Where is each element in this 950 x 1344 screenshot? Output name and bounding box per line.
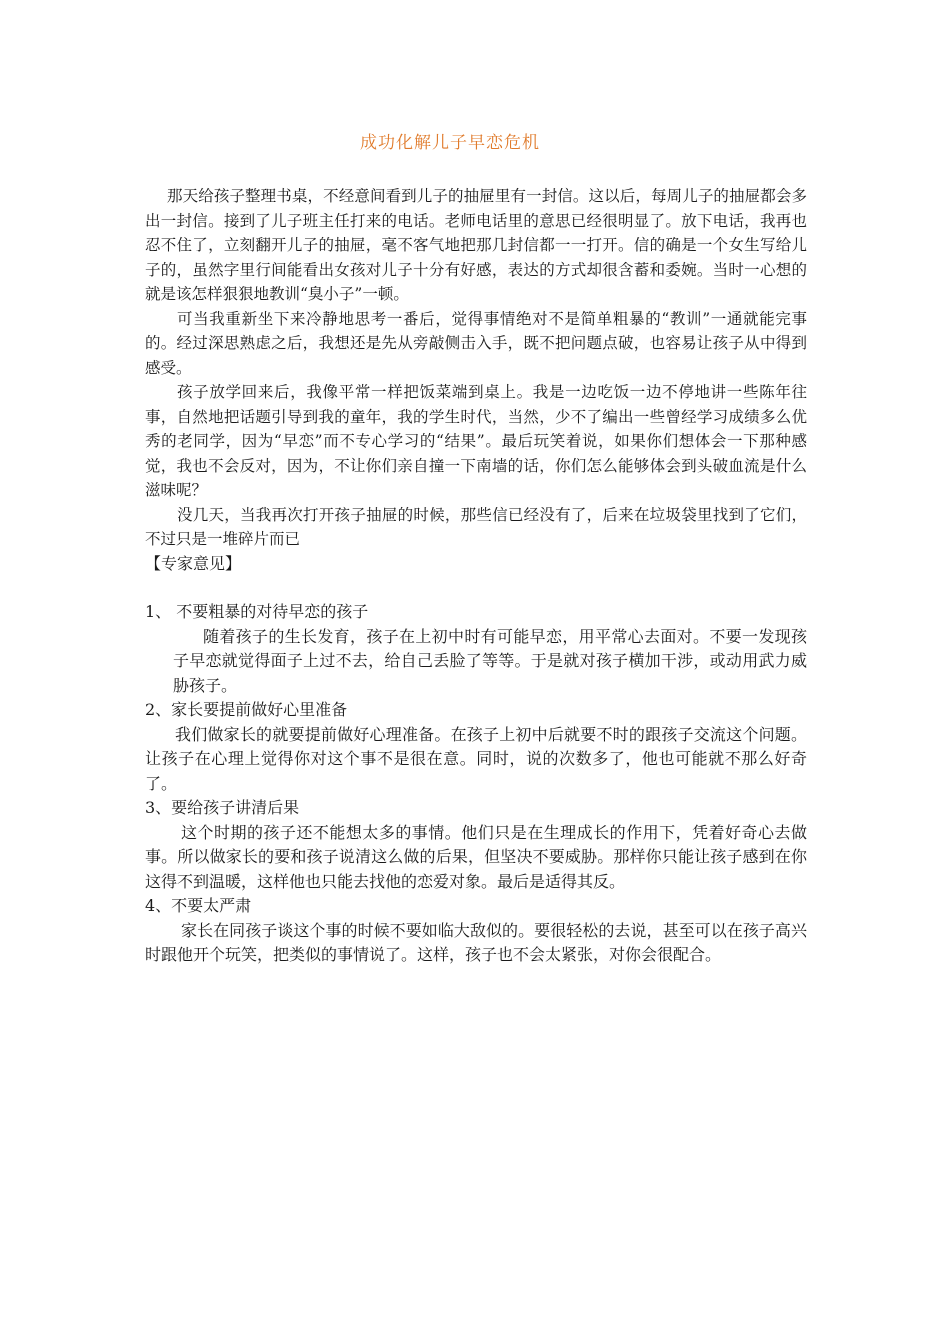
section-1-text: 随着孩子的生长发育，孩子在上初中时有可能早恋，用平常心去面对。不要一发现孩子早恋就觉得面子上过不去，给自己丢脸了等等。于是就对孩子横加干涉，或动用武力威胁孩子。 (173, 626, 807, 695)
story-paragraph-2: 可当我重新坐下来冷静地思考一番后，觉得事情绝对不是简单粗暴的“教训”一通就能完事的。经过深思熟虑之后，我想还是先从旁敲侧击入手，既不把问题点破，也容易让孩子从中得到感受。 (145, 309, 807, 377)
section-4-heading: 4、不要太严肃 (145, 896, 252, 915)
section-2-text: 我们做家长的就要提前做好心理准备。在孩子上初中后就要不时的跟孩子交流这个问题。让孩子在心理上觉得你对这个事不是很在意。同时，说的次数多了，他也可能就不那么好奇了。 (145, 724, 807, 793)
section-3-heading: 3、要给孩子讲清后果 (145, 798, 300, 817)
story-paragraph-4: 没几天，当我再次打开孩子抽屉的时候，那些信已经没有了，后来在垃圾袋里找到了它们，不过只是一堆碎片而已 (145, 505, 807, 548)
section-1-heading: 1、 不要粗暴的对待早恋的孩子 (145, 602, 369, 621)
section-spacer (145, 576, 807, 600)
expert-opinion-heading: 【专家意见】 (145, 553, 242, 573)
story-paragraph-3: 孩子放学回来后，我像平常一样把饭菜端到桌上。我是一边吃饭一边不停地讲一些陈年往事，自然地把话题引导到我的童年，我的学生时代，当然，少不了编出一些曾经学习成绩多么优秀的老同学，因为“早恋”而不专心学习的“结果”。最后玩笑着说，如果你们想体会一下那种感觉，我也不会反对，因为，不让你们亲自撞一下南墙的话，你们怎么能够体会到头破血流是什么滋味呢？ (145, 383, 807, 499)
document-title: 成功化解儿子早恋危机 (360, 133, 540, 153)
section-2-heading: 2、家长要提前做好心里准备 (145, 700, 348, 719)
story-paragraph-1: 那天给孩子整理书桌，不经意间看到儿子的抽屉里有一封信。这以后，每周儿子的抽屉都会多出一封信。接到了儿子班主任打来的电话。老师电话里的意思已经很明显了。放下电话，我再也忍不住了，立刻翻开儿子的抽屉，毫不客气地把那几封信都一一打开。信的确是一个女生写给儿子的，虽然字里行间能看出女孩对儿子十分有好感，表达的方式却很含蓄和委婉。当时一心想的就是该怎样狠狠地教训“臭小子”一顿。 (145, 187, 807, 303)
section-4-text: 家长在同孩子谈这个事的时候不要如临大敌似的。要很轻松的去说，甚至可以在孩子高兴时跟他开个玩笑，把类似的事情说了。这样，孩子也不会太紧张，对你会很配合。 (145, 920, 807, 964)
document-body (145, 184, 807, 968)
section-3-text: 这个时期的孩子还不能想太多的事情。他们只是在生理成长的作用下，凭着好奇心去做事。所以做家长的要和孩子说清这么做的后果，但坚决不要威胁。那样你只能让孩子感到在你这得不到温暖，这样他也只能去找他的恋爱对象。最后是适得其反。 (145, 822, 807, 891)
